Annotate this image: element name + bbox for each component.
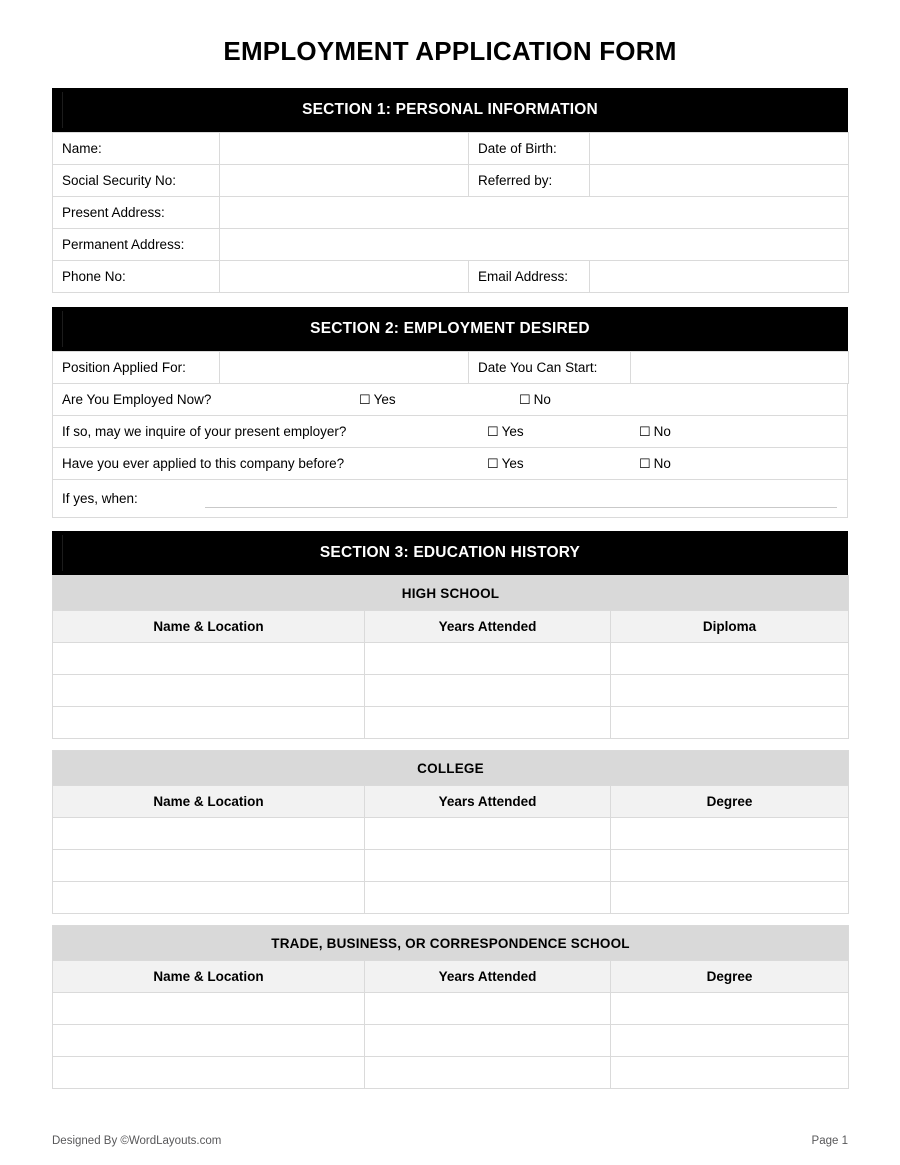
checkbox-icon: ☐ [487, 424, 499, 439]
question-row-applied-before [52, 448, 848, 480]
cell-degree[interactable] [611, 882, 849, 914]
table-row [53, 133, 849, 165]
cell-name-location[interactable] [53, 818, 365, 850]
cell-degree[interactable] [611, 1025, 849, 1057]
table-row [53, 352, 849, 384]
if-yes-when-row [52, 480, 848, 518]
section-employment-desired [52, 307, 848, 518]
question-label: Have you ever applied to this company before? [62, 456, 345, 471]
cell-name-location[interactable] [53, 850, 365, 882]
cell-degree[interactable] [611, 993, 849, 1025]
cell-years-attended[interactable] [365, 1025, 611, 1057]
subheader-high-school: HIGH SCHOOL [53, 576, 849, 611]
table-row [53, 818, 849, 850]
table-row [53, 675, 849, 707]
column-header-degree: Degree [611, 961, 849, 993]
table-row [53, 165, 849, 197]
employment-desired-table [52, 351, 849, 384]
input-date-of-birth[interactable] [590, 133, 849, 165]
checkbox-inquire-employer-yes[interactable] [487, 416, 524, 448]
footer-credit: Designed By ©WordLayouts.com [52, 1135, 222, 1147]
table-row [53, 1057, 849, 1089]
cell-diploma[interactable] [611, 675, 849, 707]
table-row [53, 611, 849, 643]
checkbox-applied-before-no[interactable] [639, 448, 671, 480]
table-row [53, 1025, 849, 1057]
column-header-name-location: Name & Location [53, 961, 365, 993]
cell-years-attended[interactable] [365, 850, 611, 882]
column-header-degree: Degree [611, 786, 849, 818]
checkbox-label: Yes [373, 392, 396, 407]
cell-degree[interactable] [611, 818, 849, 850]
section-personal-information [52, 88, 848, 293]
input-email-address[interactable] [590, 261, 849, 293]
table-row [53, 751, 849, 786]
checkbox-icon: ☐ [639, 424, 651, 439]
label-email-address: Email Address: [469, 261, 590, 293]
subheader-college: COLLEGE [53, 751, 849, 786]
table-row [53, 993, 849, 1025]
cell-name-location[interactable] [53, 993, 365, 1025]
table-row [53, 576, 849, 611]
cell-diploma[interactable] [611, 643, 849, 675]
column-header-years-attended: Years Attended [365, 786, 611, 818]
footer-page-number: Page 1 [811, 1135, 848, 1147]
section-education-history [52, 531, 848, 1089]
column-header-years-attended: Years Attended [365, 961, 611, 993]
cell-name-location[interactable] [53, 707, 365, 739]
column-header-years-attended: Years Attended [365, 611, 611, 643]
table-row [53, 786, 849, 818]
label-date-you-can-start: Date You Can Start: [469, 352, 631, 384]
checkbox-icon: ☐ [519, 392, 531, 407]
input-phone-no[interactable] [220, 261, 469, 293]
cell-years-attended[interactable] [365, 675, 611, 707]
if-yes-when-underline [205, 507, 837, 508]
question-label: If so, may we inquire of your present employer? [62, 424, 347, 439]
table-row [53, 707, 849, 739]
checkbox-label: Yes [501, 424, 524, 439]
label-if-yes-when: If yes, when: [62, 491, 138, 506]
education-table-trade-school [52, 925, 849, 1089]
cell-years-attended[interactable] [365, 993, 611, 1025]
input-present-address[interactable] [220, 197, 849, 229]
cell-years-attended[interactable] [365, 1057, 611, 1089]
label-present-address: Present Address: [53, 197, 220, 229]
checkbox-label: Yes [501, 456, 524, 471]
table-row [53, 882, 849, 914]
checkbox-label: No [653, 456, 671, 471]
column-header-name-location: Name & Location [53, 611, 365, 643]
table-row [53, 261, 849, 293]
checkbox-applied-before-yes[interactable] [487, 448, 524, 480]
table-row [53, 926, 849, 961]
table-row [53, 961, 849, 993]
table-row [53, 643, 849, 675]
checkbox-icon: ☐ [359, 392, 371, 407]
question-row-inquire-employer [52, 416, 848, 448]
page-footer [52, 1135, 848, 1147]
column-header-name-location: Name & Location [53, 786, 365, 818]
input-date-you-can-start[interactable] [631, 352, 849, 384]
label-permanent-address: Permanent Address: [53, 229, 220, 261]
section3-header: SECTION 3: EDUCATION HISTORY [52, 531, 848, 575]
question-label: Are You Employed Now? [62, 392, 212, 407]
section2-header: SECTION 2: EMPLOYMENT DESIRED [52, 307, 848, 351]
cell-degree[interactable] [611, 1057, 849, 1089]
label-position-applied-for: Position Applied For: [53, 352, 220, 384]
cell-diploma[interactable] [611, 707, 849, 739]
checkbox-icon: ☐ [639, 456, 651, 471]
checkbox-label: No [533, 392, 551, 407]
label-phone-no: Phone No: [53, 261, 220, 293]
cell-degree[interactable] [611, 850, 849, 882]
table-row [53, 229, 849, 261]
table-row [53, 197, 849, 229]
cell-years-attended[interactable] [365, 707, 611, 739]
column-header-diploma: Diploma [611, 611, 849, 643]
input-permanent-address[interactable] [220, 229, 849, 261]
section1-header: SECTION 1: PERSONAL INFORMATION [52, 88, 848, 132]
input-referred-by[interactable] [590, 165, 849, 197]
cell-name-location[interactable] [53, 882, 365, 914]
input-name[interactable] [220, 133, 469, 165]
checkbox-label: No [653, 424, 671, 439]
education-table-college [52, 750, 849, 914]
checkbox-employed-now-no[interactable] [519, 384, 551, 416]
checkbox-icon: ☐ [487, 456, 499, 471]
label-name: Name: [53, 133, 220, 165]
page-title: EMPLOYMENT APPLICATION FORM [223, 36, 677, 66]
input-position-applied-for[interactable] [220, 352, 469, 384]
question-row-employed-now [52, 384, 848, 416]
checkbox-employed-now-yes[interactable] [359, 384, 396, 416]
checkbox-inquire-employer-no[interactable] [639, 416, 671, 448]
label-social-security-no: Social Security No: [53, 165, 220, 197]
input-social-security-no[interactable] [220, 165, 469, 197]
cell-name-location[interactable] [53, 643, 365, 675]
subheader-trade-school: TRADE, BUSINESS, OR CORRESPONDENCE SCHOOL [53, 926, 849, 961]
education-table-high-school [52, 575, 849, 739]
table-row [53, 850, 849, 882]
cell-years-attended[interactable] [365, 818, 611, 850]
label-referred-by: Referred by: [469, 165, 590, 197]
personal-information-table [52, 132, 849, 293]
cell-years-attended[interactable] [365, 643, 611, 675]
cell-name-location[interactable] [53, 1057, 365, 1089]
cell-name-location[interactable] [53, 675, 365, 707]
cell-years-attended[interactable] [365, 882, 611, 914]
label-date-of-birth: Date of Birth: [469, 133, 590, 165]
cell-name-location[interactable] [53, 1025, 365, 1057]
